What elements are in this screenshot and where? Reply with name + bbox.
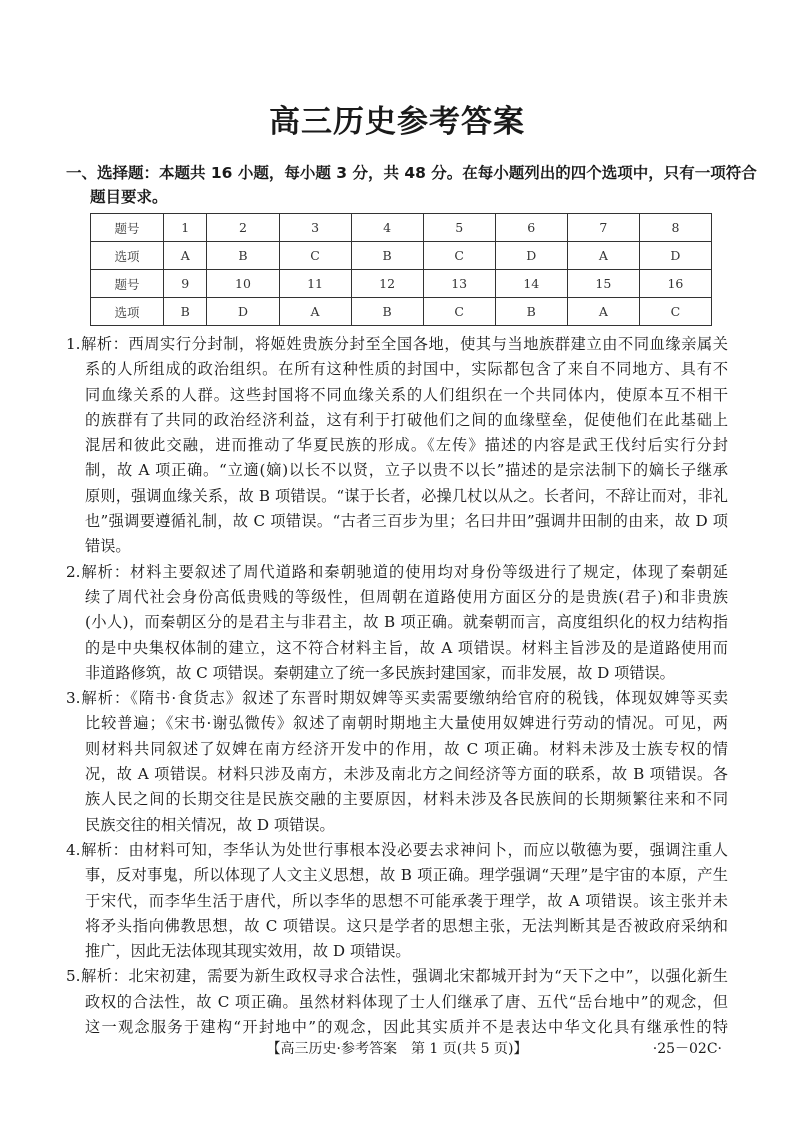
explanation-line: 于宋代，而李华生活于唐代，所以李华的思想不可能承袭于理学，故 A 项错误。该主张并未	[85, 891, 728, 910]
table-cell: D	[639, 242, 711, 270]
question-number-row	[91, 214, 712, 242]
table-cell: 13	[423, 270, 495, 298]
row-header-cell: 选项	[91, 298, 164, 326]
table-cell: 1	[164, 214, 207, 242]
table-cell: 12	[351, 270, 423, 298]
table-cell: 14	[495, 270, 567, 298]
explanation-line: 这一观念服务于建构“开封地中”的观念，因此其实质并不是表达中华文化具有继承性的特	[85, 1018, 728, 1037]
table-cell: 2	[207, 214, 279, 242]
answer-table	[90, 213, 712, 326]
explanation-line: 将矛头指向佛教思想，故 C 项错误。这只是学者的思想主张，无法判断其是否被政府采纳和	[85, 916, 728, 935]
footer-page-info: 【高三历史·参考答案 第 1 页(共 5 页)】	[266, 1041, 528, 1057]
explanation-item	[66, 838, 728, 964]
table-cell: B	[164, 298, 207, 326]
section-heading-line-2: 题目要求。	[90, 188, 168, 206]
table-cell: 16	[639, 270, 711, 298]
explanation-line: 混居和彼此交融，进而推动了华夏民族的形成。《左传》描述的内容是武王伐纣后实行分封	[85, 436, 728, 455]
table-cell: 10	[207, 270, 279, 298]
explanation-item	[66, 560, 728, 686]
table-cell: C	[423, 298, 495, 326]
table-cell: B	[495, 298, 567, 326]
table-cell: 11	[279, 270, 351, 298]
explanation-line: 事，反对事鬼，所以体现了人文主义思想，故 B 项正确。理学强调“天理”是宇宙的本原，产生	[85, 866, 728, 885]
answer-row	[91, 298, 712, 326]
explanation-line: 民族交往的相关情况，故 D 项错误。	[85, 815, 335, 834]
table-cell: A	[279, 298, 351, 326]
table-cell: D	[207, 298, 279, 326]
explanation-line: 1.解析：西周实行分封制，将姬姓贵族分封至全国各地，使其与当地族群建立由不同血缘亲属关	[66, 335, 728, 353]
table-cell: 15	[567, 270, 639, 298]
explanation-line: 2.解析：材料主要叙述了周代道路和秦朝驰道的使用均对身份等级进行了规定，体现了秦朝延	[66, 562, 728, 581]
explanation-line: 3.解析：《隋书·食货志》叙述了东晋时期奴婢等买卖需要缴纳给官府的税钱，体现奴婢等买卖	[66, 689, 728, 708]
explanation-line: 原则，强调血缘关系，故 B 项错误。“谋于长者，必操几杖以从之。长者问，不辞让而对，非礼	[85, 486, 728, 505]
explanation-line: 错误。	[85, 537, 131, 556]
explanation-line: 4.解析：由材料可知，李华认为处世行事根本没必要去求神问卜，而应以敬德为要，强调注重人	[66, 840, 728, 859]
table-cell: 5	[423, 214, 495, 242]
table-cell: 9	[164, 270, 207, 298]
explanation-line: 5.解析：北宋初建，需要为新生政权寻求合法性，强调北宋都城开封为“天下之中”，以强化新生	[66, 967, 728, 986]
table-cell: 8	[639, 214, 711, 242]
explanation-line: 非道路修筑，故 C 项错误。秦朝建立了统一多民族封建国家，而非发展，故 D 项错误。	[85, 663, 675, 682]
footer-code: ·25－02C·	[652, 1041, 722, 1057]
explanations	[66, 332, 728, 1040]
explanation-line: 推广，因此无法体现其现实效用，故 D 项错误。	[85, 942, 411, 961]
section-heading-line-1: 一、选择题：本题共 16 小题，每小题 3 分，共 48 分。在每小题列出的四个选项中，只有一项符合	[66, 164, 757, 182]
explanation-line: 的族群有了共同的政治经济利益，这有利于打破他们之间的血缘壁垒，促使他们在此基础上	[85, 410, 728, 429]
table-cell: 7	[567, 214, 639, 242]
explanation-item	[66, 686, 728, 838]
row-header-cell: 题号	[91, 214, 164, 242]
table-cell: 4	[351, 214, 423, 242]
table-cell: B	[351, 298, 423, 326]
explanation-line: 也”强调要遵循礼制，故 C 项错误。“古者三百步为里；名曰井田”强调井田制的由来，故 D 项	[85, 512, 728, 531]
table-cell: B	[207, 242, 279, 270]
explanation-line: 同血缘关系的人群。这些封国将不同血缘关系的人们组织在一个共同体内，使原本互不相干	[85, 385, 728, 404]
explanation-line: 况，故 A 项错误。材料只涉及南方，未涉及南北方之间经济等方面的联系，故 B 项错误。各	[85, 765, 728, 784]
table-cell: C	[279, 242, 351, 270]
explanation-item	[66, 332, 728, 560]
table-cell: B	[351, 242, 423, 270]
page-title: 高三历史参考答案	[269, 104, 525, 140]
explanation-line: 的是中央集权体制的建立，这不符合材料主旨，故 A 项错误。材料主旨涉及的是道路使用而	[85, 638, 728, 657]
row-header-cell: 题号	[91, 270, 164, 298]
table-cell: A	[567, 242, 639, 270]
row-header-cell: 选项	[91, 242, 164, 270]
explanation-line: (小人)，而秦朝区分的是君主与非君主，故 B 项正确。就秦朝而言，高度组织化的权力结构指	[85, 613, 728, 632]
question-number-row	[91, 270, 712, 298]
explanation-line: 比较普遍；《宋书·谢弘微传》叙述了南朝时期地主大量使用奴婢进行劳动的情况。可见，两	[85, 714, 728, 733]
explanation-line: 续了周代社会身份高低贵贱的等级性，但周朝在道路使用方面区分的是贵族(君子)和非贵族	[85, 587, 728, 606]
explanation-item	[66, 964, 728, 1040]
explanation-line: 制，故 A 项正确。“立適(嫡)以长不以贤，立子以贵不以长”描述的是宗法制下的嫡长子继承	[85, 461, 728, 480]
section-heading	[66, 161, 757, 209]
explanation-line: 系的人所组成的政治组织。在所有这种性质的封国中，实际都包含了来自不同地方、具有不	[85, 360, 728, 379]
table-cell: 3	[279, 214, 351, 242]
table-cell: D	[495, 242, 567, 270]
answer-row	[91, 242, 712, 270]
explanation-line: 则材料共同叙述了奴婢在南方经济开发中的作用，故 C 项正确。材料未涉及士族专权的情	[85, 739, 728, 758]
explanation-line: 政权的合法性，故 C 项正确。虽然材料体现了士人们继承了唐、五代“岳台地中”的观念，但	[85, 992, 728, 1011]
table-cell: A	[567, 298, 639, 326]
table-cell: 6	[495, 214, 567, 242]
table-cell: A	[164, 242, 207, 270]
explanation-line: 族人民之间的长期交往是民族交融的主要原因，材料未涉及各民族间的长期频繁往来和不同	[85, 790, 728, 809]
table-cell: C	[639, 298, 711, 326]
table-cell: C	[423, 242, 495, 270]
